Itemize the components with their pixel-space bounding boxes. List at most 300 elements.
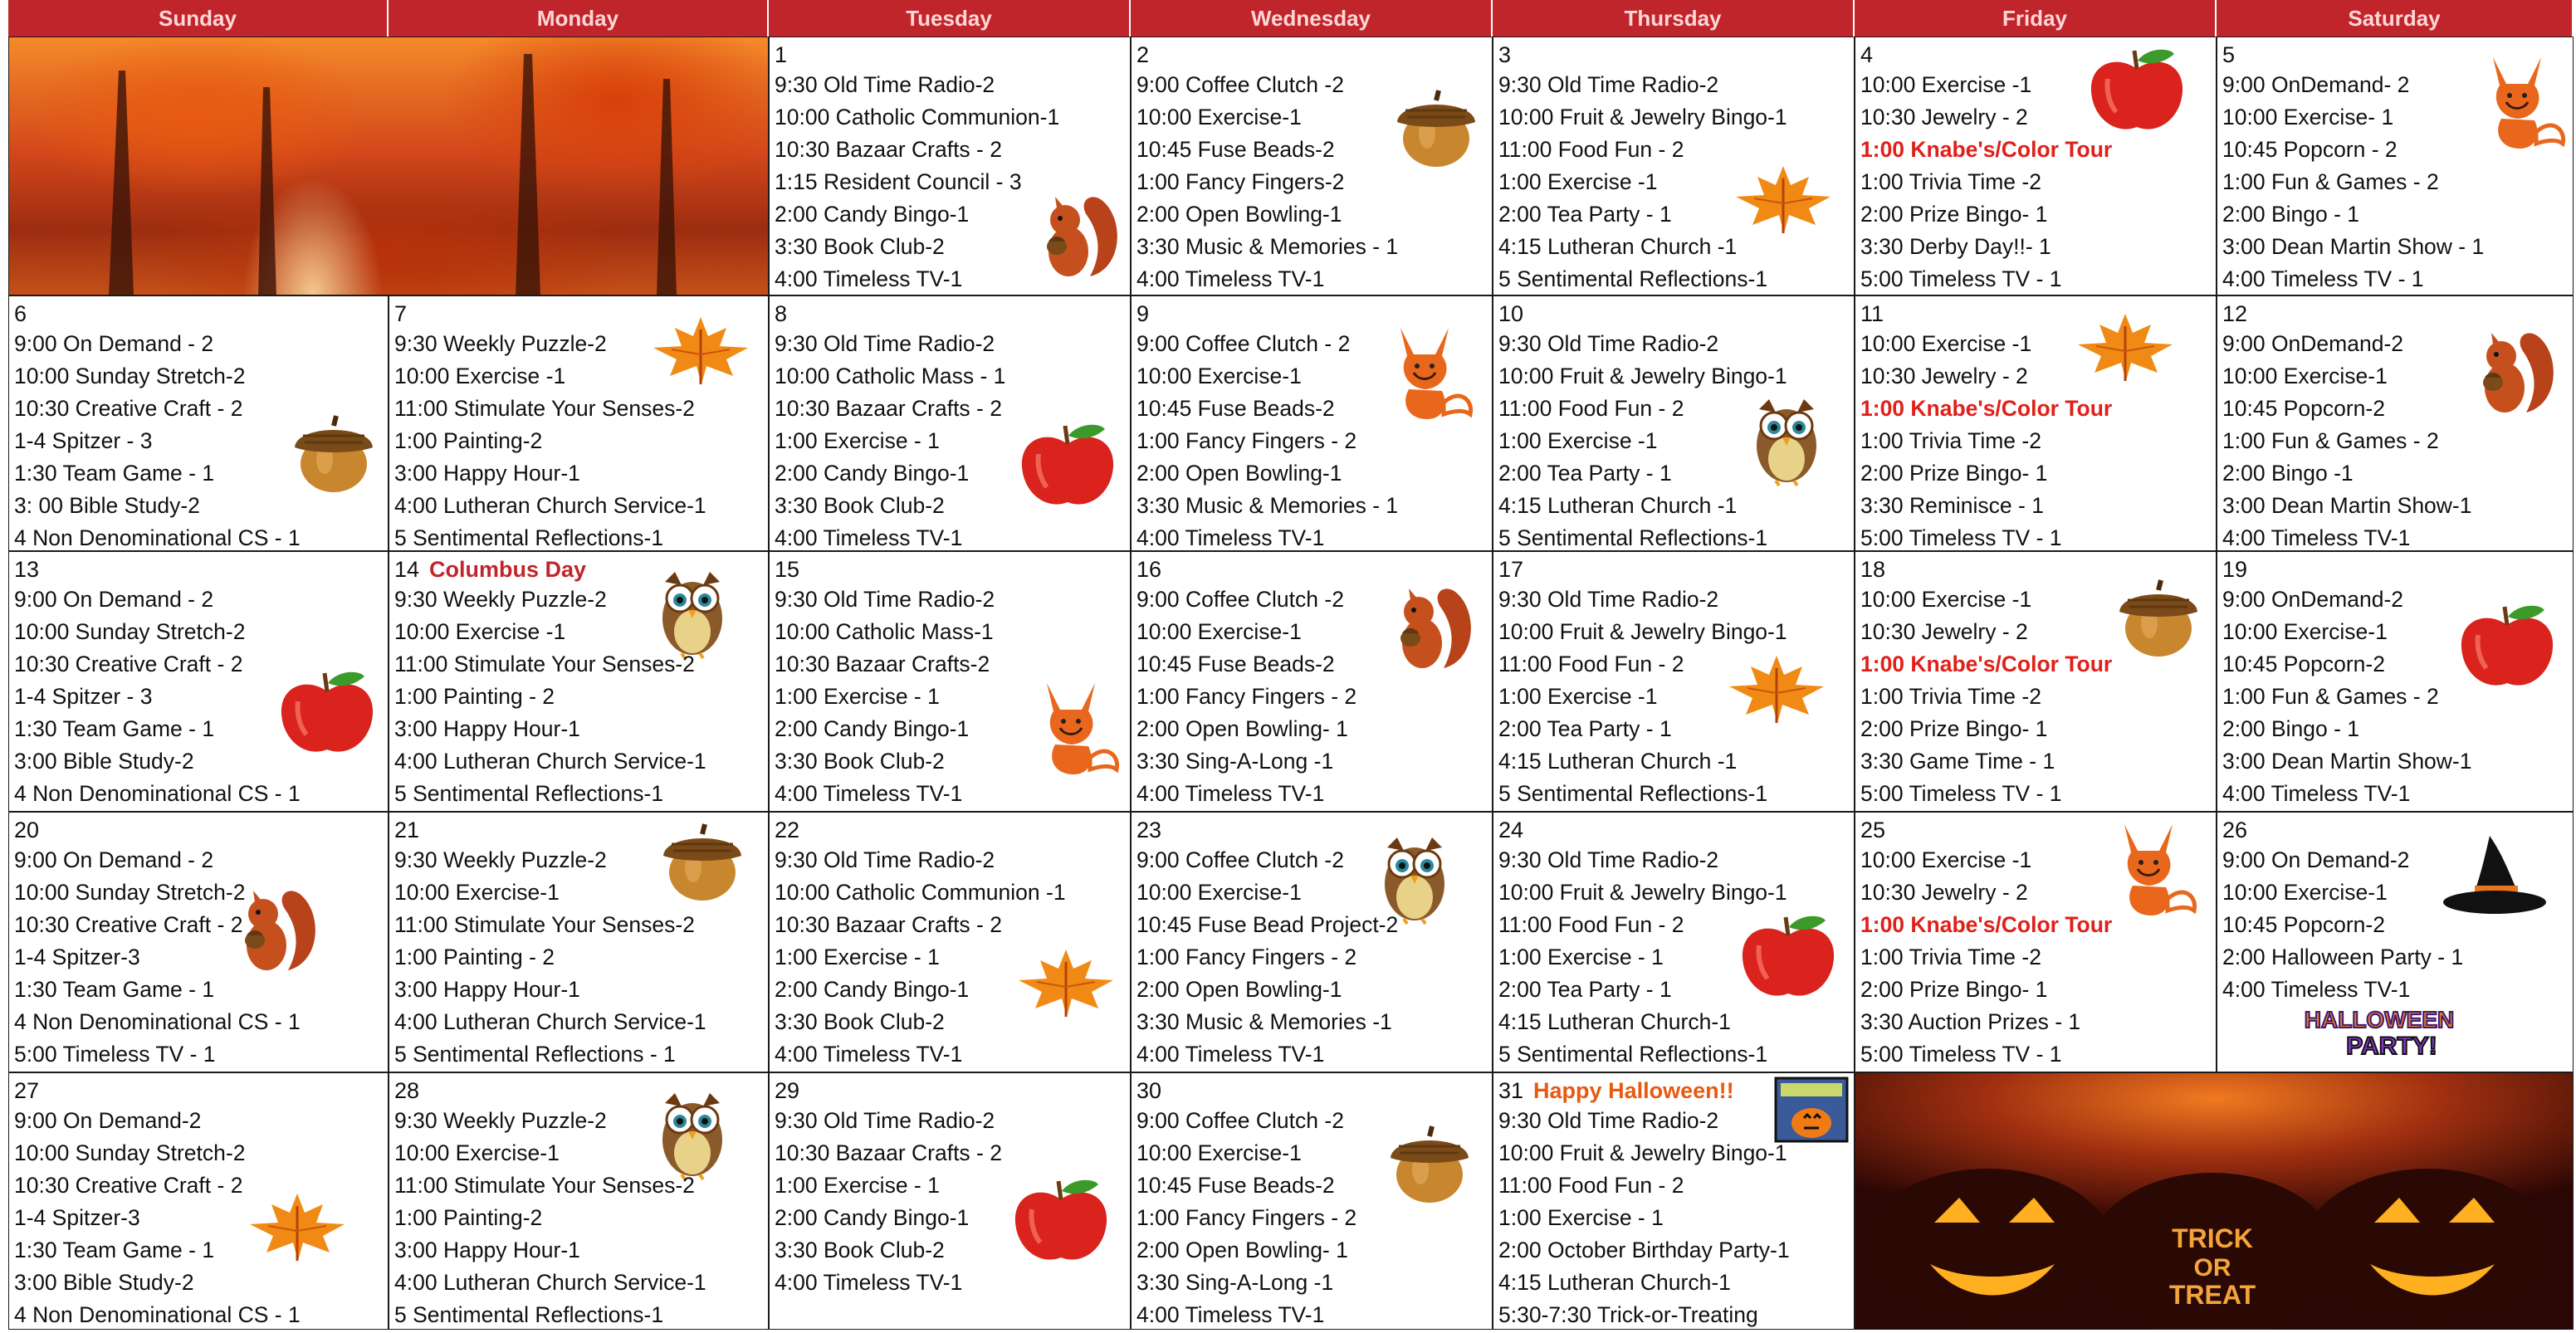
event-item: 4:00 Timeless TV-1 (2222, 781, 2411, 806)
event-item: 2:00 Tea Party - 1 (1498, 202, 1672, 227)
event-item: 11:00 Stimulate Your Senses-2 (394, 1173, 695, 1198)
event-item: 10:45 Fuse Bead Project-2 (1136, 912, 1399, 937)
event-item: 1:00 Trivia Time -2 (1860, 428, 2041, 453)
event-item: 9:30 Old Time Radio-2 (1498, 72, 1719, 97)
day-number (775, 555, 1127, 583)
event-item: 4:00 Lutheran Church Service-1 (394, 749, 706, 774)
event-item: 10:00 Fruit & Jewelry Bingo-1 (1498, 1140, 1787, 1165)
day-number-text: 25 (1860, 818, 1886, 842)
event-item: 2:00 Prize Bingo- 1 (1860, 977, 2048, 1002)
day-cell-10[interactable] (1493, 295, 1855, 551)
event-item: 4:00 Timeless TV-1 (775, 1270, 963, 1295)
day-cell-13[interactable] (8, 551, 389, 812)
day-cell-19[interactable] (2217, 551, 2574, 812)
day-cell-5[interactable] (2217, 37, 2574, 295)
day-number-text: 16 (1136, 557, 1162, 582)
day-number-text: 15 (775, 557, 800, 582)
event-item: 10:30 Jewelry - 2 (1860, 364, 2028, 388)
pumpkins (1855, 1073, 2574, 1330)
day-cell-6[interactable] (8, 295, 389, 551)
event-item: 11:00 Food Fun - 2 (1498, 137, 1684, 162)
day-cell-15[interactable] (769, 551, 1131, 812)
event-item: 11:00 Stimulate Your Senses-2 (394, 912, 695, 937)
weekday-header-saturday: Saturday (2217, 0, 2574, 37)
event-item: 1-4 Spitzer - 3 (14, 428, 153, 453)
event-item: 10:00 Exercise-1 (394, 880, 560, 905)
weekday-header-wednesday: Wednesday (1131, 0, 1493, 37)
event-item: 5 Sentimental Reflections-1 (394, 781, 664, 806)
event-item: 1:00 Exercise - 1 (775, 684, 940, 709)
event-item: 9:30 Old Time Radio-2 (775, 331, 995, 356)
day-cell-21[interactable] (389, 812, 769, 1072)
event-item: 3:30 Derby Day!!- 1 (1860, 234, 2051, 259)
event-item: 1:00 Painting - 2 (394, 684, 555, 709)
day-cell-1[interactable] (769, 37, 1131, 295)
event-item: 9:00 Coffee Clutch -2 (1136, 847, 1344, 872)
event-item: 10:45 Fuse Beads-2 (1136, 396, 1335, 421)
day-number-text: 23 (1136, 818, 1162, 842)
event-item: 9:00 On Demand - 2 (14, 587, 214, 612)
event-item: 1:00 Fancy Fingers - 2 (1136, 684, 1357, 709)
event-item: 9:30 Old Time Radio-2 (775, 587, 995, 612)
event-item: 10:30 Bazaar Crafts - 2 (775, 137, 1002, 162)
event-item: 4 Non Denominational CS - 1 (14, 525, 301, 550)
day-number (14, 816, 384, 844)
day-number (14, 1077, 384, 1105)
event-item: 10:00 Exercise -1 (1860, 331, 2032, 356)
highlight-event: 1:00 Knabe's/Color Tour (1860, 137, 2113, 162)
event-item: 11:00 Food Fun - 2 (1498, 912, 1684, 937)
event-item: 9:30 Old Time Radio-2 (775, 1108, 995, 1133)
event-item: 2:00 Bingo -1 (2222, 461, 2354, 486)
day-number-text: 30 (1136, 1078, 1162, 1103)
day-number (14, 555, 384, 583)
event-item: 10:00 Exercise -1 (1860, 847, 2032, 872)
event-item: 10:45 Popcorn-2 (2222, 912, 2385, 937)
holiday-label: Happy Halloween!! (1533, 1078, 1734, 1103)
event-item: 9:00 OnDemand- 2 (2222, 72, 2410, 97)
event-item: 1:00 Fancy Fingers - 2 (1136, 945, 1357, 969)
event-item: 2:00 Open Bowling- 1 (1136, 716, 1348, 741)
event-item: 3:00 Happy Hour-1 (394, 977, 580, 1002)
event-item: 3:30 Music & Memories - 1 (1136, 234, 1399, 259)
event-item: 10:30 Creative Craft - 2 (14, 652, 243, 676)
event-item: 4:00 Lutheran Church Service-1 (394, 1009, 706, 1034)
tree-trunks (9, 37, 769, 295)
day-cell-11[interactable] (1855, 295, 2217, 551)
event-item: 10:00 Exercise-1 (1136, 105, 1302, 129)
event-item: 11:00 Food Fun - 2 (1498, 396, 1684, 421)
event-item: 9:30 Old Time Radio-2 (1498, 331, 1719, 356)
event-item: 5 Sentimental Reflections-1 (1498, 525, 1768, 550)
event-item: 5:00 Timeless TV - 1 (1860, 266, 2062, 291)
event-item: 10:00 Sunday Stretch-2 (14, 1140, 246, 1165)
event-item: 3:30 Music & Memories - 1 (1136, 493, 1399, 518)
event-item: 3:30 Book Club-2 (775, 749, 945, 774)
event-item: 9:30 Weekly Puzzle-2 (394, 331, 607, 356)
day-number-text: 17 (1498, 557, 1524, 582)
event-item: 3:30 Sing-A-Long -1 (1136, 1270, 1334, 1295)
event-item: 3:00 Dean Martin Show-1 (2222, 493, 2472, 518)
event-item: 1:00 Trivia Time -2 (1860, 684, 2041, 709)
event-item: 1-4 Spitzer-3 (14, 1205, 140, 1230)
event-item: 4:00 Timeless TV-1 (1136, 1042, 1325, 1067)
event-item: 5:00 Timeless TV - 1 (1860, 525, 2062, 550)
event-item: 4:00 Timeless TV-1 (2222, 525, 2411, 550)
event-item: 5 Sentimental Reflections-1 (394, 1302, 664, 1327)
day-number-text: 21 (394, 818, 420, 842)
event-item: 1-4 Spitzer-3 (14, 945, 140, 969)
event-item: 1:00 Fun & Games - 2 (2222, 428, 2439, 453)
event-item: 4:00 Timeless TV-1 (2222, 977, 2411, 1002)
day-cell-18[interactable] (1855, 551, 2217, 812)
event-item: 1:00 Exercise - 1 (1498, 945, 1664, 969)
event-item: 10:00 Sunday Stretch-2 (14, 619, 246, 644)
highlight-event: 1:00 Knabe's/Color Tour (1860, 912, 2113, 937)
holiday-label: Columbus Day (429, 557, 587, 582)
event-item: 10:30 Jewelry - 2 (1860, 619, 2028, 644)
day-cell-2[interactable] (1131, 37, 1493, 295)
event-item: 9:00 Coffee Clutch -2 (1136, 72, 1344, 97)
day-number (1498, 41, 1850, 69)
event-item: 5:00 Timeless TV - 1 (14, 1042, 216, 1067)
event-item: 11:00 Stimulate Your Senses-2 (394, 396, 695, 421)
event-item: 9:00 On Demand - 2 (14, 331, 214, 356)
halloween-party-sign (2267, 1003, 2491, 1065)
event-item: 4 Non Denominational CS - 1 (14, 1009, 301, 1034)
event-item: 10:45 Fuse Beads-2 (1136, 1173, 1335, 1198)
event-item: 1:00 Fancy Fingers - 2 (1136, 1205, 1357, 1230)
event-item: 10:00 Catholic Communion -1 (775, 880, 1066, 905)
day-number (1498, 555, 1850, 583)
event-item: 2:00 Bingo - 1 (2222, 716, 2360, 741)
event-item: 10:00 Exercise-1 (1136, 880, 1302, 905)
day-number-text: 1 (775, 42, 788, 67)
day-number-text: 6 (14, 301, 27, 326)
day-number-text: 9 (1136, 301, 1150, 326)
day-number (14, 300, 384, 328)
autumn-photo (8, 37, 769, 295)
event-item: 10:00 Catholic Mass - 1 (775, 364, 1006, 388)
event-item: 4 Non Denominational CS - 1 (14, 1302, 301, 1327)
day-number (775, 1077, 1127, 1105)
day-cell-24[interactable] (1493, 812, 1855, 1072)
event-item: 1-4 Spitzer - 3 (14, 684, 153, 709)
event-item: 1:00 Exercise - 1 (775, 1173, 940, 1198)
event-item: 1:00 Fun & Games - 2 (2222, 684, 2439, 709)
event-item: 1:00 Exercise - 1 (775, 428, 940, 453)
event-item: 4:00 Timeless TV-1 (1136, 266, 1325, 291)
event-item: 3:30 Game Time - 1 (1860, 749, 2055, 774)
event-item: 5 Sentimental Reflections-1 (1498, 266, 1768, 291)
event-item: 4:15 Lutheran Church -1 (1498, 493, 1738, 518)
event-item: 10:00 Exercise-1 (2222, 880, 2388, 905)
event-item: 10:30 Bazaar Crafts - 2 (775, 912, 1002, 937)
event-item: 1:30 Team Game - 1 (14, 461, 215, 486)
day-number-text: 29 (775, 1078, 800, 1103)
event-item: 10:45 Popcorn-2 (2222, 652, 2385, 676)
day-cell-3[interactable] (1493, 37, 1855, 295)
event-item: 9:00 On Demand - 2 (14, 847, 214, 872)
event-item: 3:30 Book Club-2 (775, 493, 945, 518)
day-number-text: 20 (14, 818, 40, 842)
event-item: 1:00 Trivia Time -2 (1860, 169, 2041, 194)
day-cell-23[interactable] (1131, 812, 1493, 1072)
weekday-header-tuesday: Tuesday (769, 0, 1131, 37)
day-number-text: 3 (1498, 42, 1512, 67)
event-item: 4:00 Timeless TV-1 (1136, 1302, 1325, 1327)
day-number-text: 28 (394, 1078, 420, 1103)
event-item: 10:00 Fruit & Jewelry Bingo-1 (1498, 105, 1787, 129)
event-item: 9:00 Coffee Clutch -2 (1136, 1108, 1344, 1133)
event-item: 4:00 Timeless TV-1 (1136, 525, 1325, 550)
day-number (1498, 816, 1850, 844)
event-item: 9:00 On Demand-2 (2222, 847, 2410, 872)
event-item: 10:00 Exercise-1 (2222, 619, 2388, 644)
day-cell-26[interactable] (2217, 812, 2574, 1072)
event-item: 10:30 Jewelry - 2 (1860, 880, 2028, 905)
event-item: 1:00 Painting-2 (394, 428, 543, 453)
day-cell-27[interactable] (8, 1072, 389, 1330)
event-item: 10:30 Creative Craft - 2 (14, 396, 243, 421)
event-item: 10:00 Fruit & Jewelry Bingo-1 (1498, 619, 1787, 644)
day-cell-28[interactable] (389, 1072, 769, 1330)
event-item: 2:00 Open Bowling-1 (1136, 977, 1342, 1002)
calendar-grid (8, 0, 2574, 1330)
event-item: 10:00 Fruit & Jewelry Bingo-1 (1498, 364, 1787, 388)
event-item: 2:00 Halloween Party - 1 (2222, 945, 2464, 969)
event-item: 9:00 On Demand-2 (14, 1108, 202, 1133)
event-item: 2:00 October Birthday Party-1 (1498, 1238, 1790, 1262)
event-item: 3:00 Happy Hour-1 (394, 1238, 580, 1262)
svg-text:HALLOWEEN: HALLOWEEN (2304, 1007, 2455, 1033)
day-cell-9[interactable] (1131, 295, 1493, 551)
event-item: 10:00 Exercise-1 (1136, 364, 1302, 388)
highlight-event: 1:00 Knabe's/Color Tour (1860, 396, 2113, 421)
svg-text:TRICK: TRICK (2172, 1223, 2253, 1253)
day-cell-22[interactable] (769, 812, 1131, 1072)
day-cell-16[interactable] (1131, 551, 1493, 812)
event-item: 4:00 Timeless TV-1 (1136, 781, 1325, 806)
event-item: 2:00 Bingo - 1 (2222, 202, 2360, 227)
weekday-header-friday: Friday (1855, 0, 2217, 37)
event-item: 5 Sentimental Reflections-1 (1498, 1042, 1768, 1067)
event-item: 2:00 Tea Party - 1 (1498, 461, 1672, 486)
day-number-text: 5 (2222, 42, 2236, 67)
day-cell-12[interactable] (2217, 295, 2574, 551)
event-item: 2:00 Candy Bingo-1 (775, 1205, 970, 1230)
event-item: 10:00 Exercise -1 (394, 619, 566, 644)
event-item: 10:30 Bazaar Crafts-2 (775, 652, 990, 676)
day-number-text: 11 (1860, 301, 1884, 326)
day-number-text: 18 (1860, 557, 1886, 582)
event-item: 2:00 Open Bowling-1 (1136, 202, 1342, 227)
event-item: 4:00 Timeless TV - 1 (2222, 266, 2424, 291)
event-item: 10:00 Exercise-1 (1136, 1140, 1302, 1165)
event-item: 10:00 Exercise-1 (394, 1140, 560, 1165)
event-item: 4:15 Lutheran Church-1 (1498, 1270, 1731, 1295)
event-item: 4:00 Lutheran Church Service-1 (394, 1270, 706, 1295)
event-item: 4:15 Lutheran Church -1 (1498, 749, 1738, 774)
event-item: 1:00 Fancy Fingers-2 (1136, 169, 1345, 194)
event-item: 2:00 Tea Party - 1 (1498, 716, 1672, 741)
event-item: 1:00 Exercise - 1 (775, 945, 940, 969)
event-item: 11:00 Food Fun - 2 (1498, 652, 1684, 676)
event-item: 10:00 Exercise- 1 (2222, 105, 2394, 129)
event-item: 1:00 Trivia Time -2 (1860, 945, 2041, 969)
event-item: 10:30 Jewelry - 2 (1860, 105, 2028, 129)
day-number-text: 27 (14, 1078, 40, 1103)
weekday-header-sunday: Sunday (8, 0, 389, 37)
event-item: 9:30 Old Time Radio-2 (1498, 1108, 1719, 1133)
day-number-text: 31 (1498, 1078, 1524, 1103)
event-item: 4:00 Timeless TV-1 (775, 1042, 963, 1067)
day-cell-17[interactable] (1493, 551, 1855, 812)
event-item: 5:30-7:30 Trick-or-Treating (1498, 1302, 1758, 1327)
event-item: 9:00 Coffee Clutch - 2 (1136, 331, 1351, 356)
event-item: 3:30 Book Club-2 (775, 1009, 945, 1034)
day-number-text: 10 (1498, 301, 1524, 326)
weekday-header-thursday: Thursday (1493, 0, 1855, 37)
svg-text:TREAT: TREAT (2168, 1280, 2256, 1310)
day-cell-20[interactable] (8, 812, 389, 1072)
event-item: 10:00 Exercise -1 (1860, 72, 2032, 97)
day-number (1498, 300, 1850, 328)
event-item: 4:15 Lutheran Church -1 (1498, 234, 1738, 259)
weekday-header-monday: Monday (389, 0, 769, 37)
day-cell-30[interactable] (1131, 1072, 1493, 1330)
day-cell-29[interactable] (769, 1072, 1131, 1330)
event-item: 9:30 Weekly Puzzle-2 (394, 1108, 607, 1133)
event-item: 9:30 Old Time Radio-2 (775, 847, 995, 872)
event-item: 5 Sentimental Reflections - 1 (394, 1042, 676, 1067)
event-item: 3:00 Happy Hour-1 (394, 716, 580, 741)
event-item: 9:30 Old Time Radio-2 (1498, 847, 1719, 872)
day-number-text: 12 (2222, 301, 2248, 326)
event-item: 5:00 Timeless TV - 1 (1860, 781, 2062, 806)
day-number-text: 13 (14, 557, 40, 582)
event-item: 10:30 Creative Craft - 2 (14, 912, 243, 937)
day-number-text: 4 (1860, 42, 1874, 67)
day-cell-8[interactable] (769, 295, 1131, 551)
day-number-text: 8 (775, 301, 788, 326)
day-number (775, 300, 1127, 328)
day-number (775, 41, 1127, 69)
event-item: 10:45 Fuse Beads-2 (1136, 137, 1335, 162)
event-item: 4:15 Lutheran Church-1 (1498, 1009, 1731, 1034)
event-item: 1:00 Exercise -1 (1498, 169, 1658, 194)
event-item: 1:00 Exercise - 1 (1498, 1205, 1664, 1230)
event-item: 4:00 Timeless TV-1 (775, 266, 963, 291)
event-item: 1:30 Team Game - 1 (14, 716, 215, 741)
event-item: 10:00 Exercise -1 (394, 364, 566, 388)
event-item: 5 Sentimental Reflections-1 (394, 525, 664, 550)
event-item: 4:00 Lutheran Church Service-1 (394, 493, 706, 518)
highlight-event: 1:00 Knabe's/Color Tour (1860, 652, 2113, 676)
event-item: 10:00 Fruit & Jewelry Bingo-1 (1498, 880, 1787, 905)
event-item: 10:45 Popcorn-2 (2222, 396, 2385, 421)
event-item: 2:00 Open Bowling- 1 (1136, 1238, 1348, 1262)
event-item: 10:30 Creative Craft - 2 (14, 1173, 243, 1198)
day-number (1136, 1077, 1488, 1105)
day-number-text: 14 (394, 557, 420, 582)
event-item: 3: 00 Bible Study-2 (14, 493, 200, 518)
event-item: 3:00 Happy Hour-1 (394, 461, 580, 486)
day-cell-4[interactable] (1855, 37, 2217, 295)
event-item: 9:30 Weekly Puzzle-2 (394, 847, 607, 872)
event-item: 11:00 Food Fun - 2 (1498, 1173, 1684, 1198)
event-item: 3:30 Music & Memories -1 (1136, 1009, 1392, 1034)
event-item: 10:00 Catholic Communion-1 (775, 105, 1060, 129)
event-item: 10:00 Sunday Stretch-2 (14, 364, 246, 388)
day-number (775, 816, 1127, 844)
event-item: 2:00 Prize Bingo- 1 (1860, 716, 2048, 741)
event-item: 3:00 Bible Study-2 (14, 749, 194, 774)
event-item: 9:30 Old Time Radio-2 (1498, 587, 1719, 612)
event-item: 2:00 Prize Bingo- 1 (1860, 202, 2048, 227)
event-item: 9:30 Weekly Puzzle-2 (394, 587, 607, 612)
event-item: 1:15 Resident Council - 3 (775, 169, 1022, 194)
event-item: 2:00 Prize Bingo- 1 (1860, 461, 2048, 486)
day-cell-14[interactable] (389, 551, 769, 812)
event-item: 10:30 Bazaar Crafts - 2 (775, 1140, 1002, 1165)
event-item: 9:00 OnDemand-2 (2222, 331, 2404, 356)
event-item: 3:30 Book Club-2 (775, 234, 945, 259)
day-number-text: 24 (1498, 818, 1524, 842)
day-cell-7[interactable] (389, 295, 769, 551)
event-item: 2:00 Open Bowling-1 (1136, 461, 1342, 486)
event-item: 3:00 Dean Martin Show-1 (2222, 749, 2472, 774)
pumpkin-photo (1855, 1072, 2574, 1330)
event-item: 2:00 Candy Bingo-1 (775, 461, 970, 486)
event-item: 2:00 Candy Bingo-1 (775, 716, 970, 741)
event-item: 5:00 Timeless TV - 1 (1860, 1042, 2062, 1067)
event-item: 3:30 Sing-A-Long -1 (1136, 749, 1334, 774)
day-number-text: 2 (1136, 42, 1150, 67)
day-number-text: 19 (2222, 557, 2248, 582)
day-cell-25[interactable] (1855, 812, 2217, 1072)
event-item: 4:00 Timeless TV-1 (775, 525, 963, 550)
event-item: 3:30 Reminisce - 1 (1860, 493, 2044, 518)
day-number (2222, 555, 2569, 583)
event-item: 9:30 Old Time Radio-2 (775, 72, 995, 97)
svg-text:PARTY!: PARTY! (2346, 1033, 2437, 1060)
day-number (1136, 41, 1488, 69)
event-item: 5 Sentimental Reflections-1 (1498, 781, 1768, 806)
svg-text:OR: OR (2193, 1254, 2231, 1282)
event-item: 10:45 Fuse Beads-2 (1136, 652, 1335, 676)
event-item: 1:30 Team Game - 1 (14, 977, 215, 1002)
day-number-text: 26 (2222, 818, 2248, 842)
event-item: 1:00 Painting - 2 (394, 945, 555, 969)
day-number-text: 22 (775, 818, 800, 842)
event-item: 3:30 Book Club-2 (775, 1238, 945, 1262)
event-item: 1:30 Team Game - 1 (14, 1238, 215, 1262)
event-item: 4:00 Timeless TV-1 (775, 781, 963, 806)
event-item: 9:00 Coffee Clutch -2 (1136, 587, 1344, 612)
day-cell-31[interactable] (1493, 1072, 1855, 1330)
event-item: 9:00 OnDemand-2 (2222, 587, 2404, 612)
event-item: 2:00 Candy Bingo-1 (775, 202, 970, 227)
event-item: 3:30 Auction Prizes - 1 (1860, 1009, 2081, 1034)
event-item: 2:00 Candy Bingo-1 (775, 977, 970, 1002)
day-number-text: 7 (394, 301, 408, 326)
event-item: 1:00 Fancy Fingers - 2 (1136, 428, 1357, 453)
event-item: 1:00 Painting-2 (394, 1205, 543, 1230)
event-item: 10:00 Exercise-1 (2222, 364, 2388, 388)
event-item: 3:00 Dean Martin Show - 1 (2222, 234, 2485, 259)
event-item: 10:00 Exercise-1 (1136, 619, 1302, 644)
